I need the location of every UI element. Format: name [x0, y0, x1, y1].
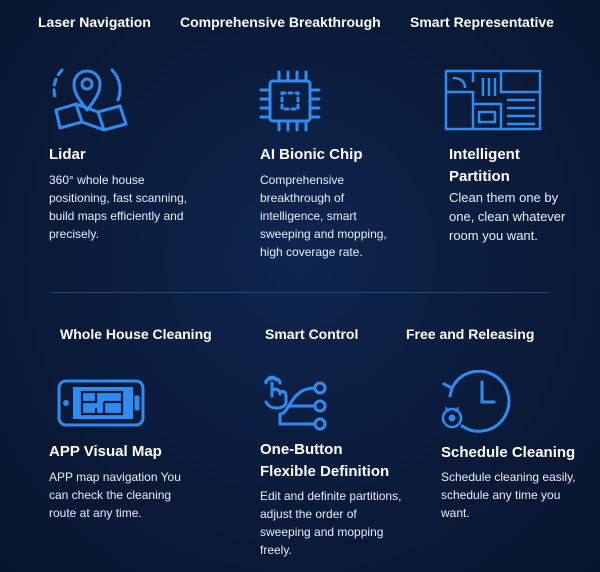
feature-desc-intelligent-partition: Clean them one by one, clean whatever room you want. — [449, 190, 566, 243]
feature-title-one-button-flexible-definition — [260, 439, 389, 483]
title-line-2: Partition — [449, 168, 510, 185]
feature-desc-schedule-cleaning: Schedule cleaning easily, schedule any time you want. — [441, 470, 576, 520]
title-line-2: Flexible Definition — [260, 463, 390, 480]
feature-desc-lidar: 360° whole house positioning, fast scanning, build maps efficiently and precisely. — [49, 173, 188, 241]
floor-plan-icon — [443, 68, 543, 132]
lidar-map-pin-icon — [42, 60, 132, 132]
header-free-and-releasing: Free and Releasing — [406, 326, 535, 342]
title-line-1: Intelligent — [449, 146, 520, 163]
phone-map-icon — [56, 378, 146, 428]
section-divider — [50, 292, 550, 293]
feature-title-app-visual-map: APP Visual Map — [49, 443, 162, 460]
clock-schedule-icon — [438, 370, 518, 434]
feature-desc-one-button-flexible-definition: Edit and definite partitions, adjust the order of sweeping and mopping freely. — [260, 489, 402, 557]
header-smart-representative: Smart Representative — [410, 14, 554, 30]
header-laser-navigation: Laser Navigation — [38, 14, 151, 30]
header-whole-house-cleaning: Whole House Cleaning — [60, 326, 212, 342]
feature-title-lidar: Lidar — [49, 146, 86, 163]
header-comprehensive-breakthrough: Comprehensive Breakthrough — [180, 14, 381, 30]
feature-title-schedule-cleaning: Schedule Cleaning — [441, 444, 576, 461]
feature-desc-app-visual-map: APP map navigation You can check the cleaning route at any time. — [49, 470, 181, 520]
title-line-1: One-Button — [260, 441, 343, 458]
feature-title-ai-bionic-chip: AI Bionic Chip — [260, 146, 363, 163]
header-smart-control: Smart Control — [265, 326, 359, 342]
touch-flow-icon — [260, 374, 330, 434]
chip-icon — [255, 66, 325, 136]
feature-desc-ai-bionic-chip: Comprehensive breakthrough of intelligence, smart sweeping and mopping, high coverage rate. — [260, 173, 387, 259]
feature-title-intelligent-partition — [449, 144, 520, 188]
